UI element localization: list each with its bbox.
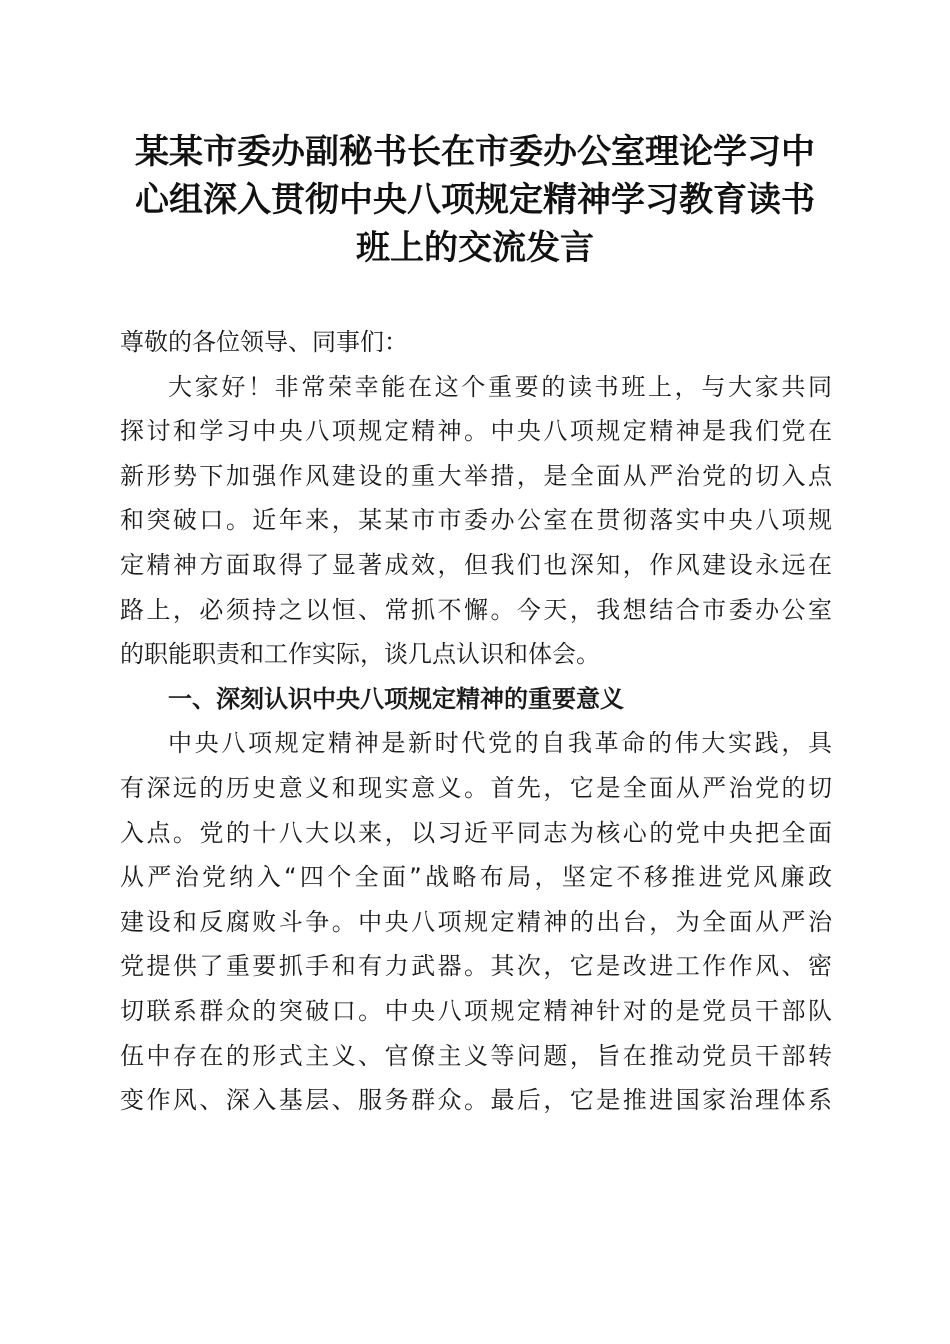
paragraph-line: 新形势下加强作风建设的重大举措，是全面从严治党的切入点 [120, 461, 832, 490]
salutation: 尊敬的各位领导、同事们： [120, 328, 408, 356]
paragraph-line: 党提供了重要抓手和有力武器。其次，它是改进工作作风、密 [120, 952, 832, 981]
paragraph-line: 从严治党纳入“四个全面”战略布局，坚定不移推进党风廉政 [120, 863, 832, 892]
paragraph-line: 变作风、深入基层、服务群众。最后，它是推进国家治理体系 [120, 1086, 832, 1115]
title-line: 某某市委办副秘书长在市委办公室理论学习中 [135, 132, 815, 172]
paragraph-line: 和突破口。近年来，某某市市委办公室在贯彻落实中央八项规 [120, 506, 832, 535]
paragraph-line: 的职能职责和工作实际，谈几点认识和体会。 [120, 640, 600, 669]
paragraph-line: 建设和反腐败斗争。中央八项规定精神的出台，为全面从严治 [120, 907, 832, 936]
paragraph-line: 切联系群众的突破口。中央八项规定精神针对的是党员干部队 [120, 996, 832, 1025]
paragraph-line: 有深远的历史意义和现实意义。首先，它是全面从严治党的切 [120, 773, 832, 802]
document-body [120, 320, 832, 1123]
paragraph-line: 伍中存在的形式主义、官僚主义等问题，旨在推动党员干部转 [120, 1041, 832, 1070]
paragraph-opening [120, 365, 832, 677]
paragraph-line: 路上，必须持之以恒、常抓不懈。今天，我想结合市委办公室 [120, 595, 832, 624]
title-line: 心组深入贯彻中央八项规定精神学习教育读书 [135, 180, 815, 220]
title-line: 班上的交流发言 [356, 228, 594, 268]
paragraph-line: 中央八项规定精神是新时代党的自我革命的伟大实践，具 [168, 729, 832, 758]
paragraph-line: 探讨和学习中央八项规定精神。中央八项规定精神是我们党在 [120, 417, 832, 446]
section-heading: 一、深刻认识中央八项规定精神的重要意义 [168, 684, 624, 713]
paragraph-line: 定精神方面取得了显著成效，但我们也深知，作风建设永远在 [120, 550, 832, 579]
paragraph-line: 大家好！非常荣幸能在这个重要的读书班上，与大家共同 [168, 372, 832, 401]
paragraph-significance [120, 721, 832, 1122]
paragraph-line: 入点。党的十八大以来，以习近平同志为核心的党中央把全面 [120, 818, 832, 847]
document-title [100, 128, 850, 272]
